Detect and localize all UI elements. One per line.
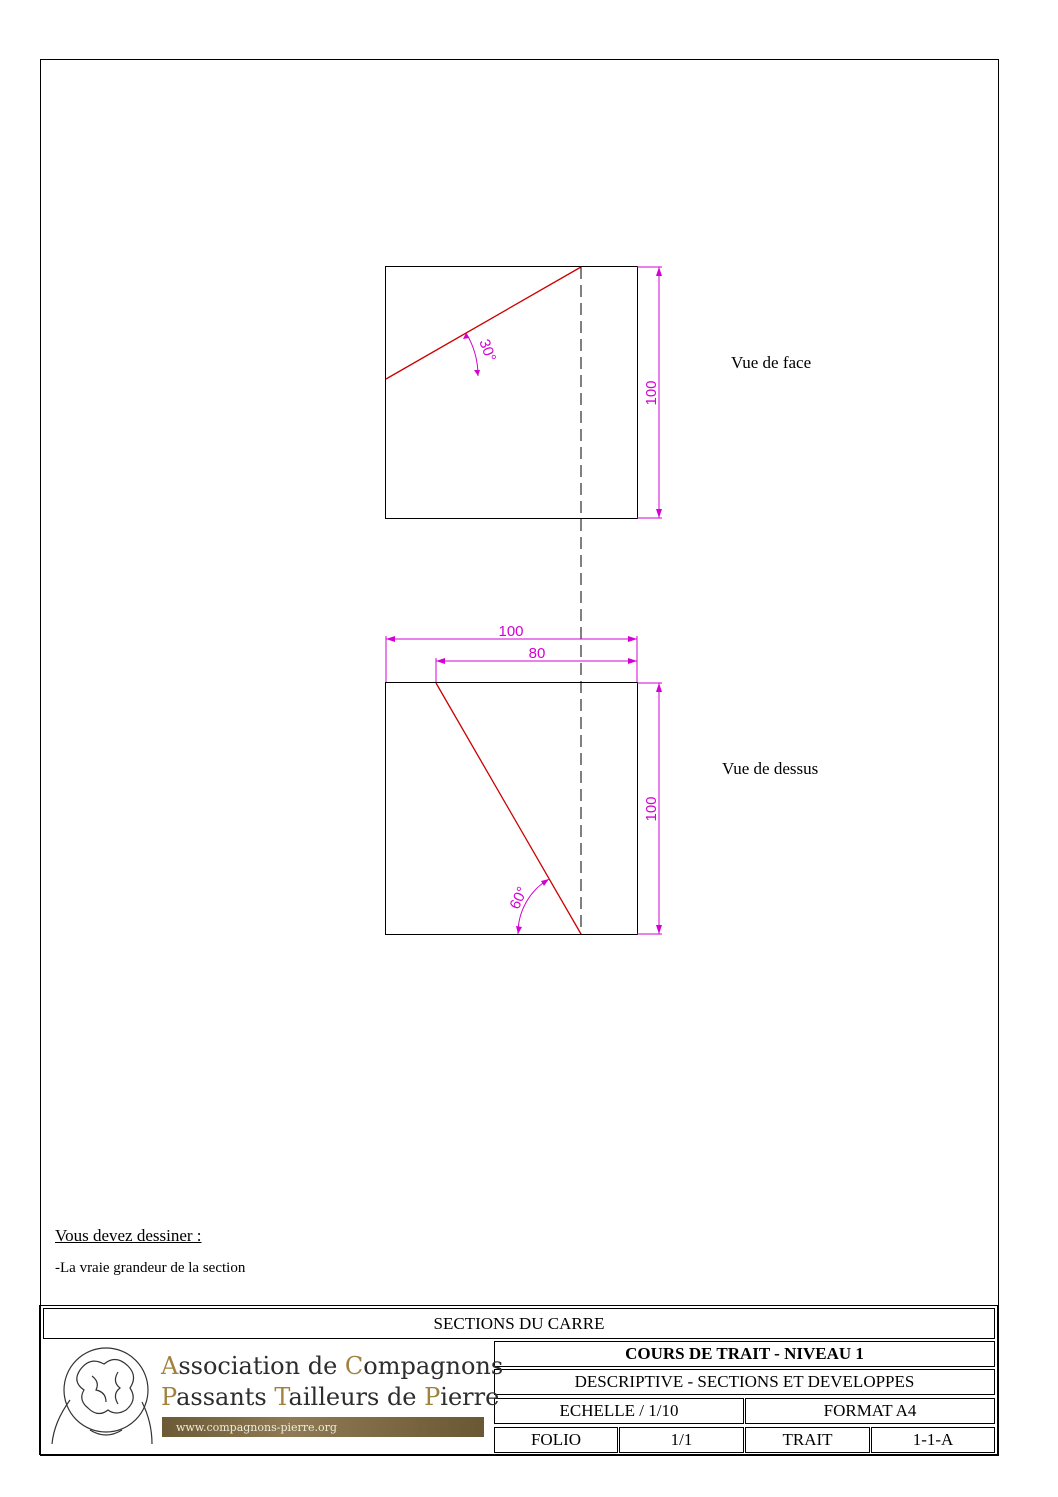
top-width-dimension-full <box>386 623 637 682</box>
folio-label-cell: FOLIO <box>494 1427 618 1453</box>
front-height-dimension <box>637 267 662 518</box>
format-cell: FORMAT A4 <box>745 1398 995 1424</box>
top-angle-arrow-left <box>516 926 522 934</box>
logo-line-2: Passants Tailleurs de Pierre <box>161 1383 500 1411</box>
front-angle-arrow-bottom <box>474 370 480 376</box>
course-title: COURS DE TRAIT - NIVEAU 1 <box>494 1341 995 1367</box>
sheet-border <box>41 60 999 1456</box>
front-angle-arc <box>466 333 478 376</box>
top-height-dimension <box>637 683 662 934</box>
top-view <box>386 623 663 935</box>
trait-value-cell: 1-1-A <box>871 1427 995 1453</box>
top-width-dimension-partial <box>436 645 637 682</box>
top-angle-arrow-right <box>541 879 549 886</box>
top-height-label: 100 <box>643 796 660 822</box>
instruction-item: -La vraie grandeur de la section <box>55 1260 246 1276</box>
drawing-title: SECTIONS DU CARRE <box>43 1308 995 1339</box>
top-width-partial-label: 80 <box>528 645 546 662</box>
front-height-label: 100 <box>643 380 660 406</box>
front-angle-label: 30° <box>475 336 500 365</box>
top-section-line <box>436 683 581 934</box>
folio-value-cell: 1/1 <box>619 1427 744 1453</box>
front-view-label: Vue de face <box>731 353 812 372</box>
front-view-square <box>386 267 638 519</box>
top-width-full-label: 100 <box>498 623 524 640</box>
logo-website: www.compagnons-pierre.org <box>162 1417 484 1437</box>
subject-title: DESCRIPTIVE - SECTIONS ET DEVELOPPES <box>494 1369 995 1395</box>
logo-line-1: Association de Compagnons <box>161 1352 504 1380</box>
trait-label-cell: TRAIT <box>745 1427 870 1453</box>
scale-cell: ECHELLE / 1/10 <box>494 1398 744 1424</box>
top-view-label: Vue de dessus <box>722 759 819 778</box>
top-angle-label: 60° <box>506 884 532 912</box>
instructions-title: Vous devez dessiner : <box>55 1226 202 1245</box>
front-view <box>386 267 663 519</box>
